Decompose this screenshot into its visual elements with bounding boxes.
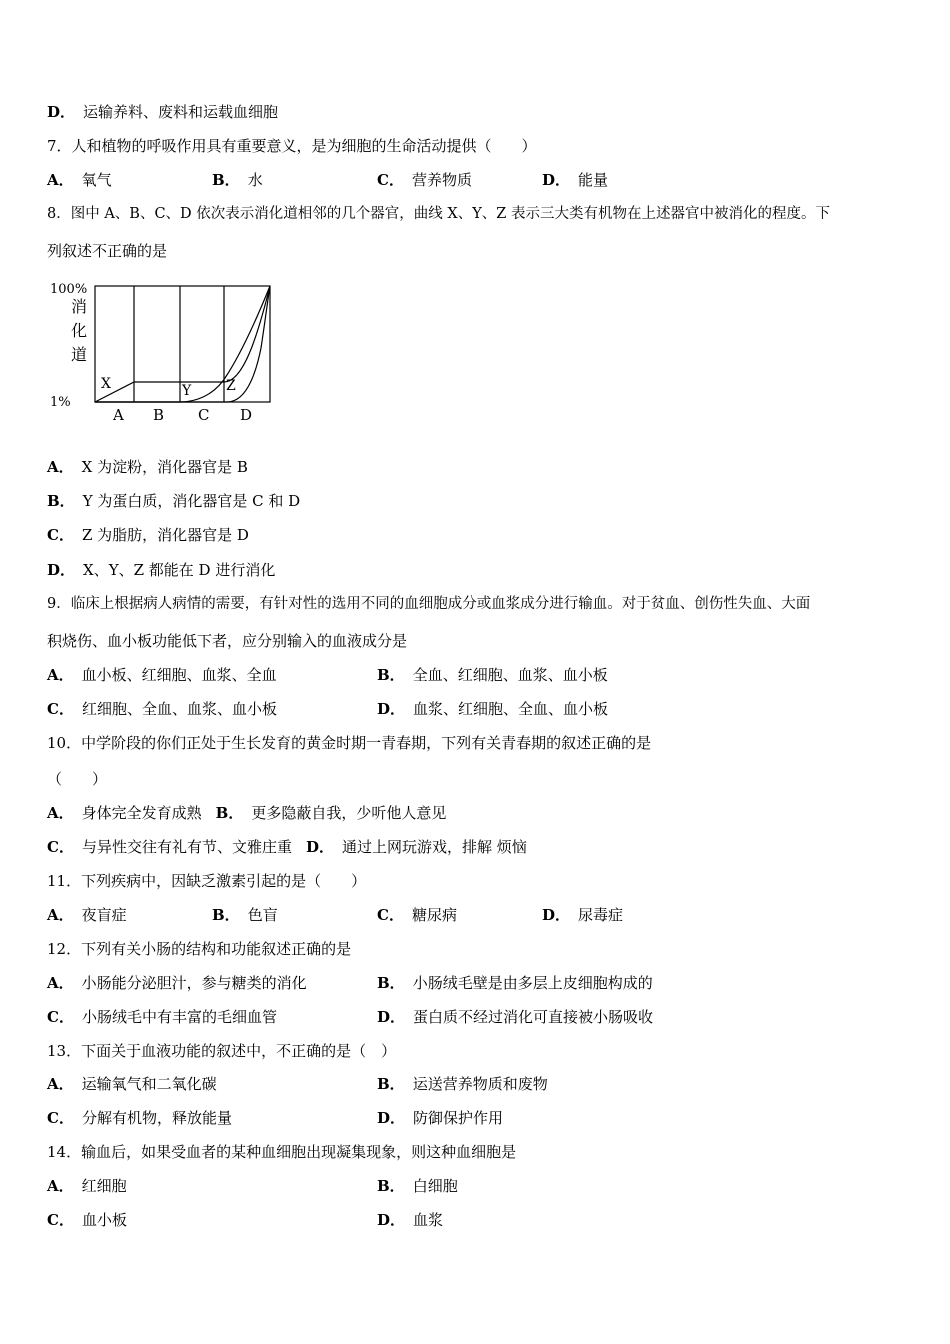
q9-stem-line2: 积烧伤、血小板功能低下者，应分别输入的血液成分是: [47, 632, 408, 650]
q8-option-c: [47, 525, 249, 545]
q11-option-a-text: 夜盲症: [81, 906, 127, 924]
q9-option-c: [47, 699, 277, 719]
q7-option-a: [47, 170, 112, 190]
q10-option-d-label: D．: [305, 838, 334, 856]
q12-option-c-text: 小肠绒毛中有丰富的毛细血管: [81, 1008, 277, 1026]
q7-option-c-text: 营养物质: [411, 171, 472, 189]
q10-option-a-text: 身体完全发育成熟: [81, 804, 202, 822]
q8-option-b-label: B．: [47, 492, 75, 510]
q14-option-a-label: A．: [47, 1177, 74, 1195]
q12-stem: 12．下列有关小肠的结构和功能叙述正确的是: [47, 940, 352, 958]
q12-option-a-text: 小肠能分泌胆汁，参与糖类的消化: [81, 974, 307, 992]
q10-option-ab: [47, 803, 446, 823]
q8-option-b-text: Y 为蛋白质，消化器官是 C 和 D: [82, 492, 301, 510]
q13-option-b: [377, 1074, 548, 1094]
q13-option-a-text: 运输氧气和二氧化碳: [81, 1075, 217, 1093]
q14-option-c: [47, 1210, 127, 1230]
y-top-label: 100%: [50, 282, 88, 297]
q13-option-c-text: 分解有机物，释放能量: [81, 1109, 232, 1127]
q11-option-d: [542, 905, 623, 925]
q9-option-b-text: 全血、红细胞、血浆、血小板: [412, 666, 608, 684]
q8-option-b: [47, 491, 300, 511]
q12-option-d-text: 蛋白质不经过消化可直接被小肠吸收: [413, 1008, 654, 1026]
q9-option-a: [47, 665, 277, 685]
q7-option-b-text: 水: [247, 171, 263, 189]
q8-option-a-text: X 为淀粉，消化器官是 B: [81, 458, 248, 476]
q12-option-d-label: D．: [377, 1008, 406, 1026]
x-label-a: A: [113, 406, 124, 424]
q11-option-c-text: 糖尿病: [411, 906, 457, 924]
digestion-curve-figure: [45, 278, 285, 428]
q14-option-d-text: 血浆: [413, 1211, 444, 1229]
q10-option-b-label: B．: [215, 804, 244, 822]
q11-option-c: [377, 905, 457, 925]
q7-stem: 7．人和植物的呼吸作用具有重要意义，是为细胞的生命活动提供（ ）: [47, 137, 537, 155]
q10-option-c-label: C．: [47, 838, 74, 856]
q10-option-b-text: 更多隐蔽自我，少听他人意见: [251, 804, 447, 822]
curve-label-z: Z: [226, 378, 236, 394]
q8-option-d-label: D．: [47, 561, 76, 579]
q14-option-b: [377, 1176, 458, 1196]
q12-option-a: [47, 973, 307, 993]
y-title-char-1: 消: [71, 297, 88, 316]
q13-option-d: [377, 1108, 503, 1128]
q8-stem-line2: 列叙述不正确的是: [47, 242, 168, 260]
q14-option-d: [377, 1210, 443, 1230]
q14-option-a-text: 红细胞: [81, 1177, 127, 1195]
q7-option-b-label: B．: [212, 171, 240, 189]
q6-option-d-text: 运输养料、废料和运载血细胞: [83, 103, 279, 121]
q11-option-b-label: B．: [212, 906, 240, 924]
q9-option-c-label: C．: [47, 700, 74, 718]
q12-option-c-label: C．: [47, 1008, 74, 1026]
q9-stem-line1: 9．临床上根据病人病情的需要，有针对性的选用不同的血细胞成分或血浆成分进行输血。对于贫血、创伤性失血、大面: [47, 596, 811, 612]
q12-option-a-label: A．: [47, 974, 74, 992]
q10-option-c-text: 与异性交往有礼有节、文雅庄重: [81, 838, 292, 856]
q14-option-c-text: 血小板: [81, 1211, 127, 1229]
q8-option-d: [47, 560, 275, 580]
q14-option-b-text: 白细胞: [412, 1177, 458, 1195]
q10-option-a-label: A．: [47, 804, 74, 822]
q10-stem-line1: 10．中学阶段的你们正处于生长发育的黄金时期一青春期，下列有关青春期的叙述正确的是: [47, 734, 652, 752]
q9-option-c-text: 红细胞、全血、血浆、血小板: [81, 700, 277, 718]
q8-option-c-label: C．: [47, 526, 74, 544]
q7-option-d: [542, 170, 608, 190]
curve-label-x: X: [101, 376, 111, 392]
q11-stem: 11．下列疾病中，因缺乏激素引起的是（ ）: [47, 872, 367, 890]
x-label-b: B: [153, 406, 165, 424]
curve-label-y: Y: [182, 383, 192, 399]
q7-option-d-label: D．: [542, 171, 571, 189]
x-label-d: D: [240, 406, 253, 424]
q14-option-a: [47, 1176, 127, 1196]
q8-option-c-text: Z 为脂肪，消化器官是 D: [81, 526, 249, 544]
q8-stem-line1: 8．图中 A、B、C、D 依次表示消化道相邻的几个器官，曲线 X、Y、Z 表示三大类有机物在上述器官中被消化的程度。下: [47, 206, 830, 222]
q12-option-b-text: 小肠绒毛壁是由多层上皮细胞构成的: [412, 974, 653, 992]
q14-option-c-label: C．: [47, 1211, 74, 1229]
q9-option-d-text: 血浆、红细胞、全血、血小板: [413, 700, 609, 718]
y-title-char-2: 化: [71, 321, 88, 340]
q13-option-d-text: 防御保护作用: [413, 1109, 504, 1127]
q12-option-d: [377, 1007, 653, 1027]
q7-option-b: [212, 170, 263, 190]
q13-stem: 13．下面关于血液功能的叙述中，不正确的是（ ）: [47, 1042, 397, 1060]
q13-option-c: [47, 1108, 232, 1128]
q13-option-c-label: C．: [47, 1109, 74, 1127]
q9-option-d: [377, 699, 608, 719]
q13-option-b-label: B．: [377, 1075, 405, 1093]
q6-option-d: [47, 102, 278, 122]
q8-option-a: [47, 457, 248, 477]
q11-option-c-label: C．: [377, 906, 404, 924]
q12-option-b-label: B．: [377, 974, 405, 992]
q10-option-d-text: 通过上网玩游戏，排解 烦恼: [341, 838, 527, 856]
q12-option-b: [377, 973, 653, 993]
y-title-char-3: 道: [71, 345, 88, 364]
q9-option-b: [377, 665, 608, 685]
x-label-c: C: [198, 406, 210, 424]
q11-option-a-label: A．: [47, 906, 74, 924]
q11-option-a: [47, 905, 127, 925]
q7-option-d-text: 能量: [578, 171, 609, 189]
q9-option-a-text: 血小板、红细胞、血浆、全血: [81, 666, 277, 684]
q13-option-b-text: 运送营养物质和废物: [412, 1075, 548, 1093]
q6-option-d-label: D．: [47, 103, 76, 121]
q11-option-b-text: 色盲: [247, 906, 278, 924]
q11-option-d-label: D．: [542, 906, 571, 924]
q9-option-b-label: B．: [377, 666, 405, 684]
q8-option-a-label: A．: [47, 458, 74, 476]
q9-option-d-label: D．: [377, 700, 406, 718]
q13-option-a-label: A．: [47, 1075, 74, 1093]
q14-stem: 14．输血后，如果受血者的某种血细胞出现凝集现象，则这种血细胞是: [47, 1143, 517, 1161]
q8-option-d-text: X、Y、Z 都能在 D 进行消化: [83, 561, 276, 579]
q13-option-d-label: D．: [377, 1109, 406, 1127]
q10-stem-line2: （ ）: [47, 770, 108, 788]
q10-option-cd: [47, 837, 527, 857]
q14-option-d-label: D．: [377, 1211, 406, 1229]
q7-option-c-label: C．: [377, 171, 404, 189]
q14-option-b-label: B．: [377, 1177, 405, 1195]
q11-option-b: [212, 905, 278, 925]
q13-option-a: [47, 1074, 217, 1094]
q7-option-a-label: A．: [47, 171, 74, 189]
q12-option-c: [47, 1007, 277, 1027]
q11-option-d-text: 尿毒症: [578, 906, 624, 924]
y-bottom-label: 1%: [50, 395, 71, 410]
q7-option-c: [377, 170, 472, 190]
q7-option-a-text: 氧气: [81, 171, 112, 189]
q9-option-a-label: A．: [47, 666, 74, 684]
